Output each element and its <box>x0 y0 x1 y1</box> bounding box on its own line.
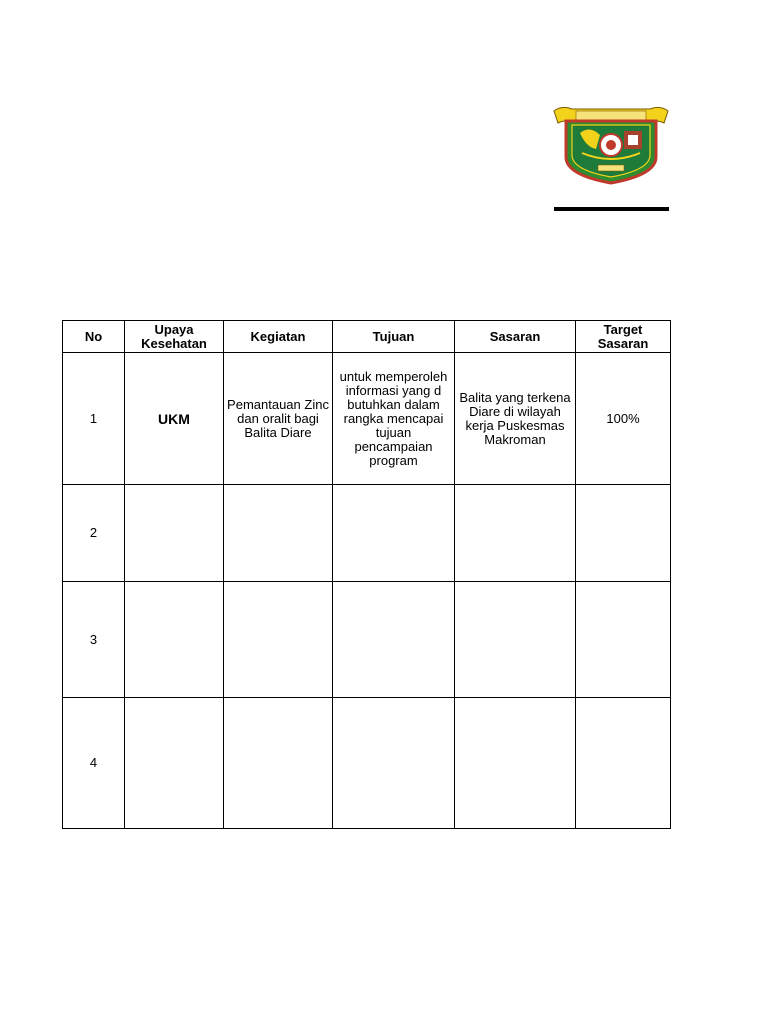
cell-upaya <box>125 582 224 698</box>
table-row <box>63 353 671 485</box>
cell-tujuan <box>333 485 455 582</box>
cell-target: 100% <box>576 353 671 485</box>
table-header-row <box>63 321 671 353</box>
cell-sasaran <box>455 485 576 582</box>
cell-kegiatan: Pemantauan Zinc dan oralit bagi Balita Diare <box>224 353 333 485</box>
cell-kegiatan <box>224 582 333 698</box>
cell-no: 4 <box>63 698 125 829</box>
cell-no: 1 <box>63 353 125 485</box>
cell-tujuan <box>333 582 455 698</box>
table-row <box>63 485 671 582</box>
header-no: No <box>63 321 125 353</box>
cell-upaya <box>125 485 224 582</box>
table-row <box>63 698 671 829</box>
cell-no: 3 <box>63 582 125 698</box>
cell-no: 2 <box>63 485 125 582</box>
health-plan-table <box>62 320 671 829</box>
cell-kegiatan <box>224 698 333 829</box>
cell-kegiatan <box>224 485 333 582</box>
cell-sasaran <box>455 698 576 829</box>
cell-upaya: UKM <box>125 353 224 485</box>
cell-sasaran: Balita yang terkena Diare di wilayah kerja Puskesmas Makroman <box>455 353 576 485</box>
cell-tujuan <box>333 698 455 829</box>
logo-underline <box>554 207 669 211</box>
cell-target <box>576 485 671 582</box>
cell-sasaran <box>455 582 576 698</box>
header-target-sasaran: Target Sasaran <box>576 321 671 353</box>
cell-upaya <box>125 698 224 829</box>
cell-tujuan: untuk memperoleh informasi yang d butuhkan dalam rangka mencapai tujuan pencampaian program <box>333 353 455 485</box>
header-upaya-kesehatan: Upaya Kesehatan <box>125 321 224 353</box>
table-row <box>63 582 671 698</box>
header-tujuan: Tujuan <box>333 321 455 353</box>
header-kegiatan: Kegiatan <box>224 321 333 353</box>
cell-target <box>576 698 671 829</box>
header-sasaran: Sasaran <box>455 321 576 353</box>
cell-target <box>576 582 671 698</box>
kota-samarinda-emblem-icon <box>552 103 670 187</box>
